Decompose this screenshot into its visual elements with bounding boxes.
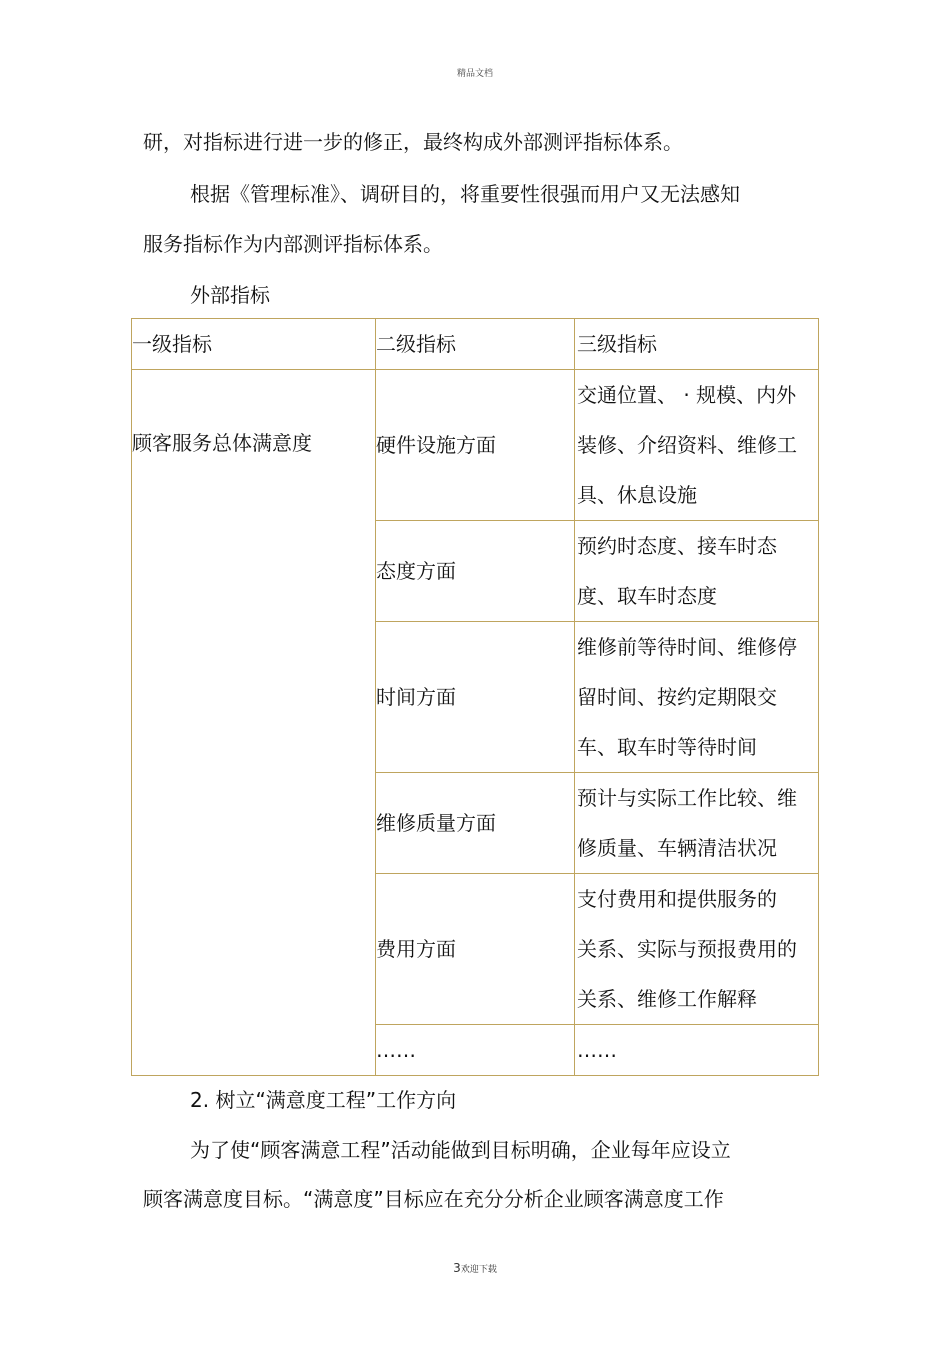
paragraph-internal-index-line2: 服务指标作为内部测评指标体系。: [143, 232, 443, 256]
level3-cell: 维修前等待时间、维修停 留时间、按约定期限交 车、取车时等待时间: [575, 622, 819, 773]
level2-cell: 费用方面: [376, 874, 575, 1025]
external-index-table: [131, 318, 819, 1076]
paragraph-continuation: 研，对指标进行进一步的修正，最终构成外部测评指标体系。: [143, 130, 683, 154]
level2-cell: 硬件设施方面: [376, 370, 575, 521]
footer-text: 欢迎下载: [460, 1265, 497, 1275]
table-caption: 外部指标: [190, 283, 270, 307]
section-title: 2. 树立“满意度工程”工作方向: [190, 1088, 457, 1112]
header-level2: 二级指标: [376, 319, 575, 370]
paragraph-goal-line2: 顾客满意度目标。“满意度”目标应在充分分析企业顾客满意度工作: [143, 1187, 724, 1211]
level3-cell: 预计与实际工作比较、维 修质量、车辆清洁状况: [575, 773, 819, 874]
page-footer: [0, 1261, 950, 1275]
level3-cell: ……: [575, 1025, 819, 1076]
paragraph-internal-index-line1: 根据《管理标准》、调研目的，将重要性很强而用户又无法感知: [190, 182, 740, 206]
level1-cell: 顾客服务总体满意度: [132, 370, 376, 1076]
level3-cell: 交通位置、 · 规模、内外 装修、介绍资料、维修工 具、休息设施: [575, 370, 819, 521]
page-number: 3: [453, 1261, 461, 1275]
header-level1: 一级指标: [132, 319, 376, 370]
level2-cell: 时间方面: [376, 622, 575, 773]
table-row: [132, 370, 819, 521]
level3-cell: 支付费用和提供服务的 关系、实际与预报费用的 关系、维修工作解释: [575, 874, 819, 1025]
table-header-row: [132, 319, 819, 370]
level2-cell: 维修质量方面: [376, 773, 575, 874]
level3-cell: 预约时态度、接车时态 度、取车时态度: [575, 521, 819, 622]
level2-cell: 态度方面: [376, 521, 575, 622]
level2-cell: ……: [376, 1025, 575, 1076]
header-level3: 三级指标: [575, 319, 819, 370]
page-header: 精品文档: [456, 69, 493, 79]
paragraph-goal-line1: 为了使“顾客满意工程”活动能做到目标明确，企业每年应设立: [190, 1138, 731, 1162]
